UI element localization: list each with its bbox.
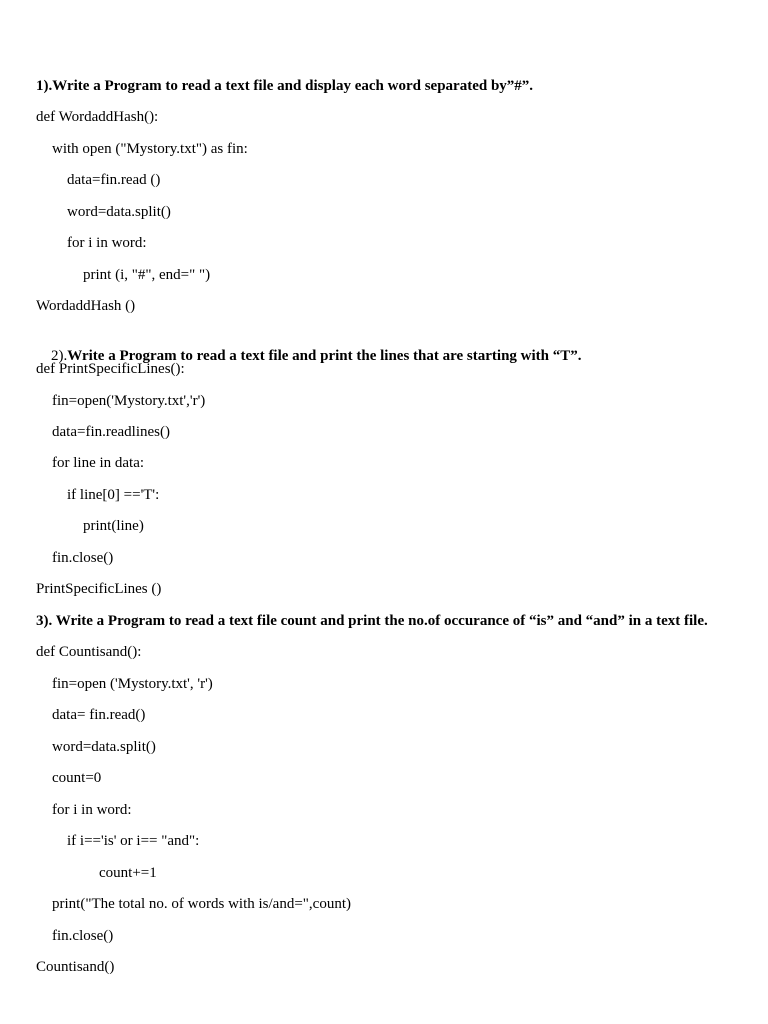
code-line: WordaddHash () [36, 298, 136, 314]
code-line: word=data.split() [52, 739, 156, 755]
code-line: for i in word: [52, 802, 132, 818]
question-2-text: Write a Program to read a text file and print the lines that are starting with “T”. [67, 348, 582, 364]
question-3-heading: 3). Write a Program to read a text file count and print the no.of occurance of “is” and “and” in a text file. [36, 613, 708, 629]
code-line: def Countisand(): [36, 644, 142, 660]
code-line: PrintSpecificLines () [36, 581, 162, 597]
code-line: if line[0] =='T': [67, 487, 160, 503]
code-line: word=data.split() [67, 204, 171, 220]
code-line: with open ("Mystory.txt") as fin: [52, 141, 248, 157]
code-line: for line in data: [52, 455, 145, 471]
code-line: data= fin.read() [52, 707, 146, 723]
code-line: fin=open ('Mystory.txt', 'r') [52, 676, 213, 692]
code-line: count+=1 [99, 865, 157, 881]
code-line: count=0 [52, 770, 102, 786]
code-line: print(line) [83, 518, 144, 534]
code-line: fin=open('Mystory.txt','r') [52, 393, 206, 409]
code-line: def PrintSpecificLines(): [36, 361, 185, 377]
code-line: print (i, "#", end=" ") [83, 267, 211, 283]
code-line: def WordaddHash(): [36, 109, 159, 125]
code-line: data=fin.read () [67, 172, 161, 188]
code-line: fin.close() [52, 550, 114, 566]
code-line: Countisand() [36, 959, 115, 975]
code-line: if i=='is' or i== "and": [67, 833, 200, 849]
code-line: print("The total no. of words with is/and=",count) [52, 896, 351, 912]
code-line: data=fin.readlines() [52, 424, 170, 440]
code-line: fin.close() [52, 928, 114, 944]
question-2-number: 2). [51, 348, 68, 364]
code-line: for i in word: [67, 235, 147, 251]
question-1-heading: 1).Write a Program to read a text file and display each word separated by”#”. [36, 78, 534, 94]
